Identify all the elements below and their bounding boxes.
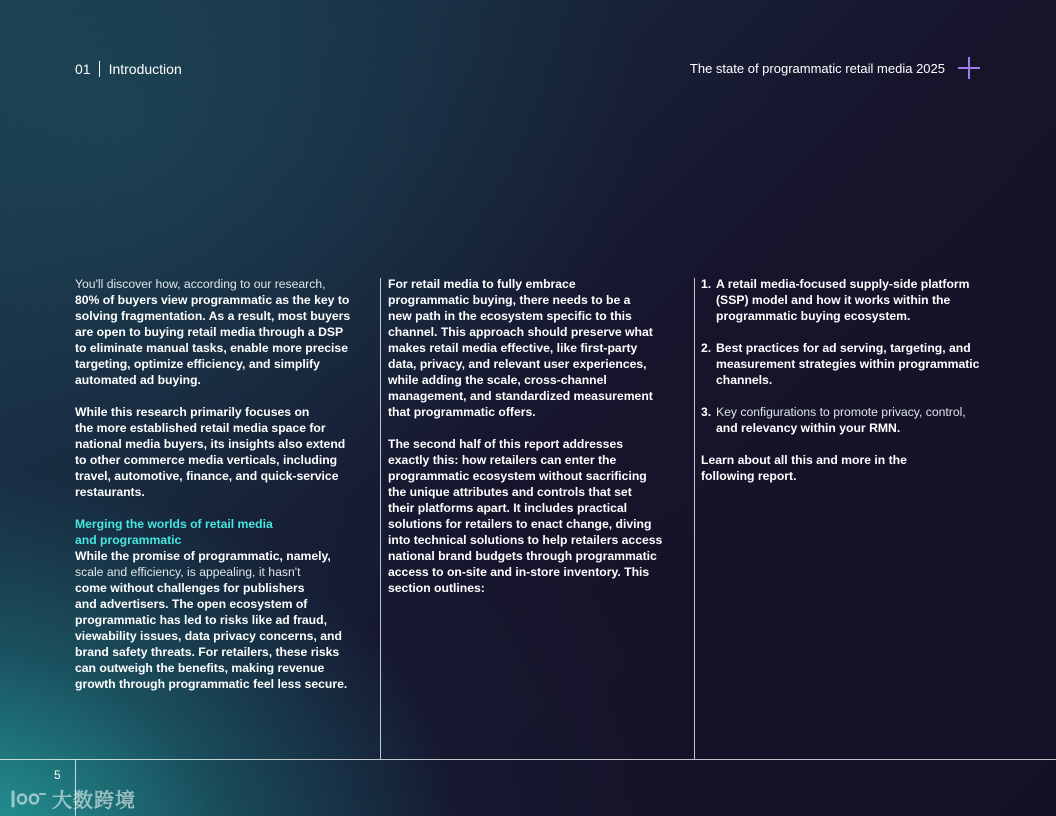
paragraph bbox=[75, 276, 365, 388]
section-number: 01 bbox=[75, 61, 91, 77]
column-1 bbox=[75, 276, 365, 708]
watermark bbox=[10, 784, 136, 813]
section-header bbox=[75, 61, 182, 77]
report-title: The state of programmatic retail media 2025 bbox=[689, 61, 945, 76]
paragraph-line-light: scale and efficiency, is appealing, it hasn't bbox=[75, 565, 301, 579]
list-number: 1. bbox=[701, 277, 712, 291]
paragraph bbox=[75, 548, 365, 692]
closing-statement: Learn about all this and more in the following report. bbox=[701, 453, 907, 483]
watermark-logo-icon bbox=[10, 788, 48, 810]
column-2 bbox=[388, 276, 678, 612]
paragraph-body: 80% of buyers view programmatic as the key to solving fragmentation. As a result, most buyers are open to buying retail media through a DSP to eliminate manual tasks, enable more precise targeting, optimize efficiency, and simplify automated ad buying. bbox=[75, 293, 351, 387]
list-number: 2. bbox=[701, 341, 712, 355]
section-title: Introduction bbox=[108, 61, 182, 77]
list-item bbox=[701, 340, 1001, 388]
column-divider bbox=[694, 278, 695, 759]
list-number: 3. bbox=[701, 405, 712, 419]
column-3 bbox=[701, 276, 1001, 500]
list-item bbox=[701, 404, 1001, 436]
header-divider bbox=[99, 61, 100, 77]
paragraph: For retail media to fully embrace programmatic buying, there needs to be a new path in the ecosystem specific to this channel. This approach should preserve what makes retail media effective, like first-party data, privacy, and relevant user experiences, while adding the scale, cross-channel management, and standardized measurement that programmatic offers. bbox=[388, 277, 653, 419]
paragraph: While this research primarily focuses on the more established retail media space for national media buyers, its insights also extend to other commerce media verticals, including travel, automotive, finance, and quick-service restaurants. bbox=[75, 405, 346, 499]
list-text: Best practices for ad serving, targeting, and measurement strategies within programmatic channels. bbox=[716, 341, 980, 387]
section-subheading: Merging the worlds of retail media and programmatic bbox=[75, 517, 273, 547]
page-number: 5 bbox=[54, 768, 61, 782]
outline-list bbox=[701, 276, 1001, 436]
list-item bbox=[701, 276, 1001, 324]
watermark-text: 大数跨境 bbox=[52, 790, 136, 812]
footer-rule bbox=[0, 759, 1056, 760]
paragraph-lead: You'll discover how, according to our research, bbox=[75, 277, 326, 291]
list-text: A retail media-focused supply-side platform (SSP) model and how it works within the programmatic buying ecosystem. bbox=[716, 277, 970, 323]
list-text: and relevancy within your RMN. bbox=[716, 421, 901, 435]
column-divider bbox=[380, 278, 381, 759]
paragraph: The second half of this report addresses exactly this: how retailers can enter the programmatic ecosystem without sacrificing the unique attributes and controls that set their platforms apart. It includes practical solutions for retailers to enact change, diving into technical solutions to help retailers access national brand budgets through programmatic access to on-site and in-store inventory. This section outlines: bbox=[388, 437, 663, 595]
list-text-light: Key configurations to promote privacy, control, bbox=[716, 405, 966, 419]
plus-icon bbox=[958, 57, 980, 79]
paragraph-line: While the promise of programmatic, namely, bbox=[75, 549, 331, 563]
paragraph-body: come without challenges for publishers and advertisers. The open ecosystem of programmatic has led to risks like ad fraud, viewability issues, data privacy concerns, and brand safety threats. For retailers, these risks can outweigh the benefits, making revenue growth through programmatic feel less secure. bbox=[75, 581, 348, 691]
